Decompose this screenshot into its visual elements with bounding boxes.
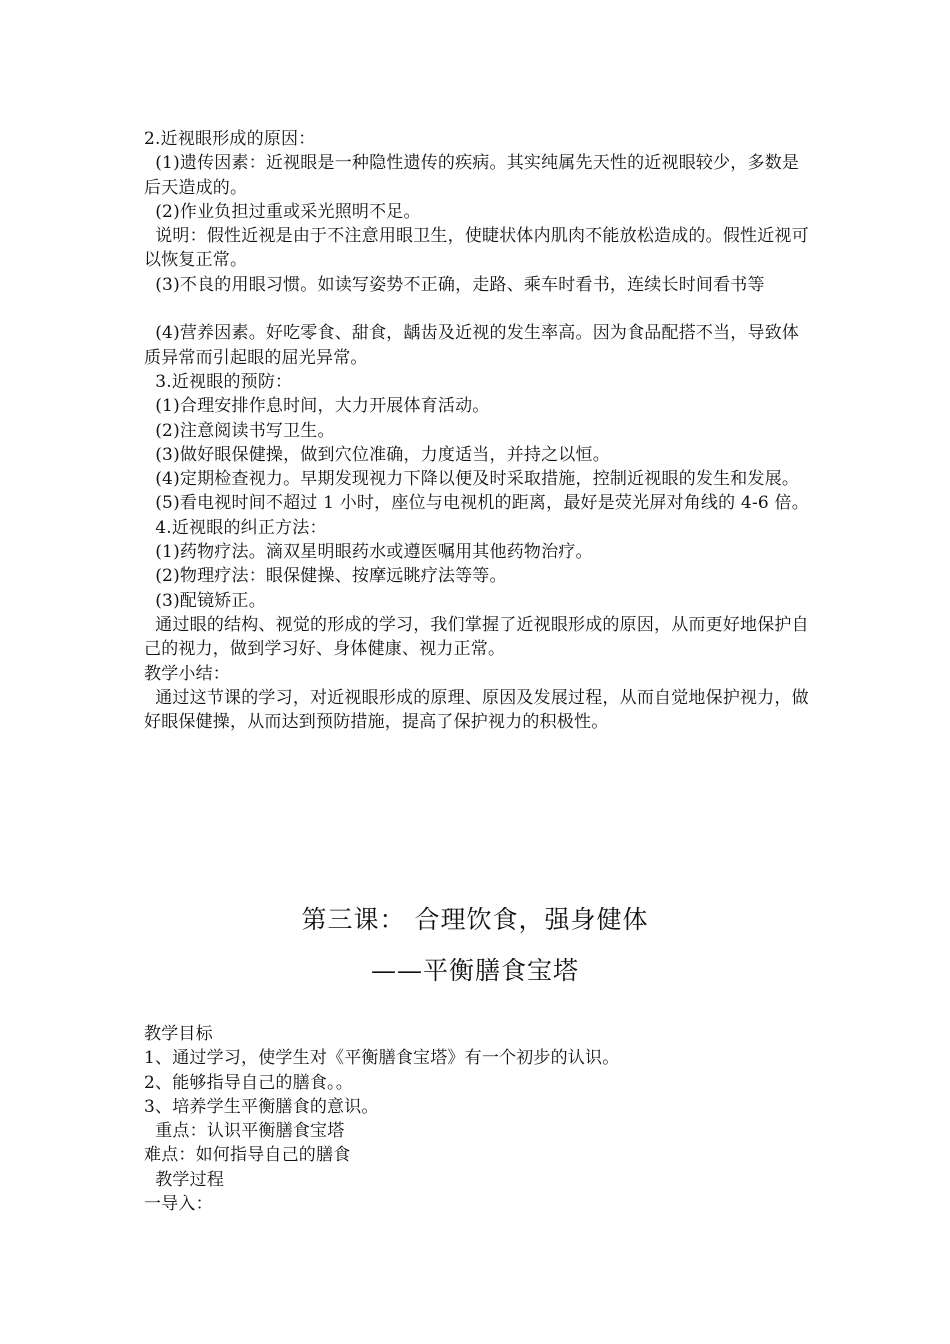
objective-1: 1、通过学习，使学生对《平衡膳食宝塔》有一个初步的认识。 [144,1048,620,1069]
heading-introduction: 一导入： [144,1194,213,1215]
cause-habits: (3)不良的用眼习惯。如读写姿势不正确，走路、乘车时看书，连续长时间看书等 [144,274,765,295]
heading-causes: 2.近视眼形成的原因： [144,129,316,149]
prevention-item-2: (2)注意阅读书写卫生。 [144,420,335,441]
prevention-item-3: (3)做好眼保健操，做到穴位准确，力度适当，并持之以恒。 [144,444,610,465]
prevention-item-4: (4)定期检查视力。早期发现视力下降以便及时采取措施，控制近视眼的发生和发展。 [144,469,800,490]
heading-summary: 教学小结： [144,663,230,684]
heading-process: 教学过程 [144,1169,225,1190]
heading-correction: 4.近视眼的纠正方法： [144,517,327,538]
heading-prevention: 3.近视眼的预防： [144,371,293,392]
conclusion-paragraph: 通过眼的结构、视觉的形成的学习，我们掌握了近视眼形成的原因，从而更好地保护自己的视力，做到学习好、身体健康、视力正常。 [144,614,809,660]
prevention-item-1: (1)合理安排作息时间，大力开展体育活动。 [144,396,490,417]
summary-paragraph: 通过这节课的学习，对近视眼形成的原理、原因及发展过程，从而自觉地保护视力，做好眼保健操，从而达到预防措施，提高了保护视力的积极性。 [144,687,809,733]
correction-item-3: (3)配镜矫正。 [144,590,266,611]
lesson-subtitle: ——平衡膳食宝塔 [370,956,579,985]
key-point: 重点：认识平衡膳食宝塔 [144,1121,345,1142]
cause-workload: (2)作业负担过重或采光照明不足。 [144,201,421,222]
objective-2: 2、能够指导自己的膳食。。 [144,1072,353,1093]
correction-item-1: (1)药物疗法。滴双星明眼药水或遵医嘱用其他药物治疗。 [144,542,593,563]
correction-item-2: (2)物理疗法：眼保健操、按摩远眺疗法等等。 [144,566,507,587]
lesson-plan-section [144,1022,812,1216]
objective-3: 3、培养学生平衡膳食的意识。 [144,1096,379,1117]
lesson-title: 第三课： 合理饮食，强身健体 [301,905,649,934]
prevention-item-5: (5)看电视时间不超过 1 小时，座位与电视机的距离，最好是荧光屏对角线的 4-6 倍。 [144,493,809,514]
difficult-point: 难点：如何指导自己的膳食 [144,1145,351,1166]
cause-genetic: (1)遗传因素：近视眼是一种隐性遗传的疾病。其实纯属先天性的近视眼较少，多数是后天造成的。 [144,153,800,198]
blank-line [144,297,812,321]
note-pseudo-myopia: 说明：假性近视是由于不注意用眼卫生，使睫状体内肌肉不能放松造成的。假性近视可以恢复正常。 [144,226,809,271]
cause-nutrition: (4)营养因素。好吃零食、甜食，龋齿及近视的发生率高。因为食品配搭不当，导致体质异常而引起眼的屈光异常。 [144,323,800,368]
heading-objectives: 教学目标 [144,1024,213,1044]
myopia-section [144,127,812,734]
